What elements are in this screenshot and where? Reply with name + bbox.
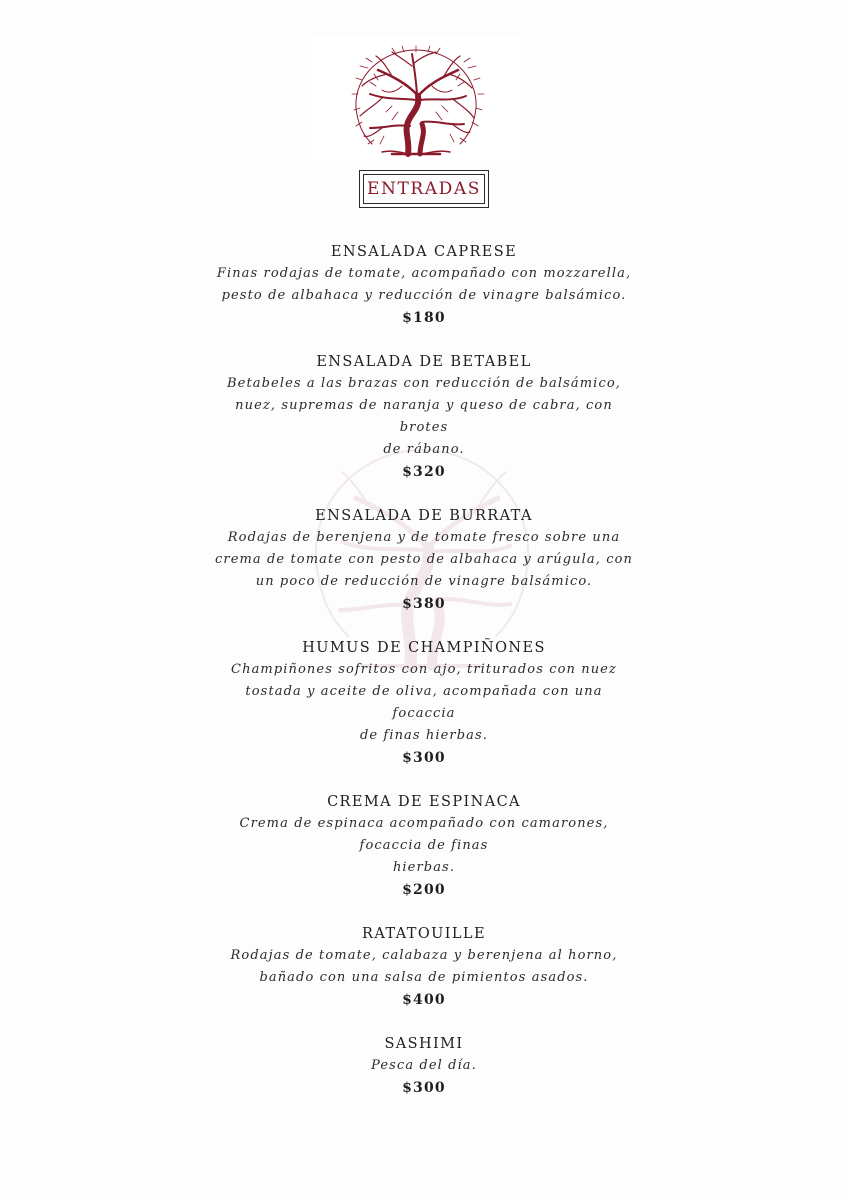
item-price: $400 [402, 992, 446, 1008]
item-price: $300 [402, 750, 446, 766]
item-description-line: Pesca del día. [371, 1058, 477, 1073]
menu-item [214, 791, 634, 901]
menu-item [214, 923, 634, 1011]
item-name: HUMUS DE CHAMPIÑONES [302, 640, 546, 656]
menu-item [214, 637, 634, 769]
menu-item [214, 241, 634, 329]
item-description-line: Rodajas de berenjena y de tomate fresco sobre una [227, 530, 621, 545]
item-description-line: de finas hierbas. [359, 728, 489, 743]
item-name: CREMA DE ESPINACA [327, 794, 521, 810]
logo [312, 36, 520, 160]
item-description [214, 659, 634, 747]
item-description-line: Rodajas de tomate, calabaza y berenjena al horno, [230, 948, 618, 963]
section-title-box [359, 170, 489, 208]
menu-item [214, 1033, 634, 1099]
item-name: ENSALADA DE BETABEL [316, 354, 532, 370]
tree-icon [312, 36, 520, 160]
item-description-line: un poco de reducción de vinagre balsámico. [255, 574, 593, 589]
item-price: $300 [402, 1080, 446, 1096]
item-description-line: crema de tomate con pesto de albahaca y arúgula, con [215, 552, 633, 567]
item-description-line: pesto de albahaca y reducción de vinagre balsámico. [221, 288, 627, 303]
item-description [214, 373, 634, 461]
item-description-line: focaccia de finas [359, 838, 489, 853]
item-description-line: Crema de espinaca acompañado con camarones, [239, 816, 609, 831]
item-price: $320 [402, 464, 446, 480]
menu-item [214, 505, 634, 615]
item-description-line: nuez, supremas de naranja y queso de cabra, con brotes [235, 398, 613, 435]
item-price: $380 [402, 596, 446, 612]
item-price: $200 [402, 882, 446, 898]
menu-item [214, 351, 634, 483]
item-description [214, 1055, 634, 1077]
item-description [214, 813, 634, 879]
item-description-line: Champiñones sofritos con ajo, triturados con nuez [231, 662, 617, 677]
item-description-line: bañado con una salsa de pimientos asados. [259, 970, 589, 985]
item-name: ENSALADA DE BURRATA [315, 508, 533, 524]
item-description-line: Betabeles a las brazas con reducción de balsámico, [227, 376, 621, 391]
item-description [214, 263, 634, 307]
item-name: SASHIMI [384, 1036, 464, 1052]
item-description [214, 527, 634, 593]
item-description-line: tostada y aceite de oliva, acompañada con una focaccia [245, 684, 603, 721]
item-description-line: Finas rodajas de tomate, acompañado con mozzarella, [216, 266, 632, 281]
item-name: RATATOUILLE [362, 926, 486, 942]
item-description-line: de rábano. [383, 442, 465, 457]
menu-list [214, 241, 634, 1099]
item-price: $180 [402, 310, 446, 326]
item-description-line: hierbas. [392, 860, 456, 875]
section-title: ENTRADAS [363, 174, 485, 204]
item-description [214, 945, 634, 989]
item-name: ENSALADA CAPRESE [330, 244, 518, 260]
